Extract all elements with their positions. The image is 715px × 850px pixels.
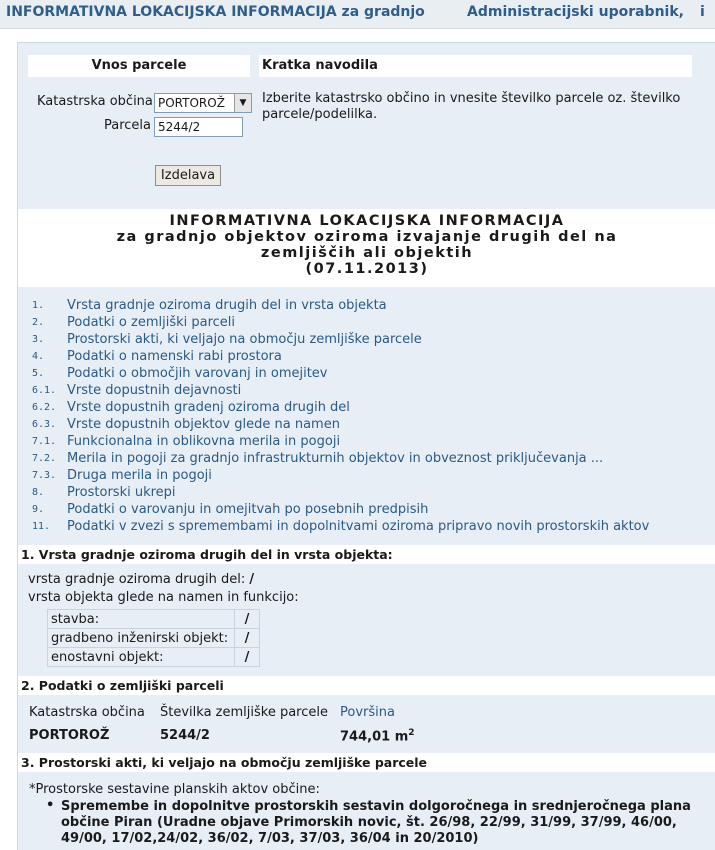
toc-item[interactable] [18, 434, 715, 451]
info-icon[interactable]: i [700, 4, 705, 20]
toc-link[interactable]: Podatki o zemljiški parceli [67, 315, 236, 330]
toc-link[interactable]: Funkcionalna in oblikovna merila in pogoji [67, 434, 341, 449]
help-text: Izberite katastrsko občino in vnesite številko parcele oz. številko parcele/podelilka. [262, 91, 681, 122]
toc-link[interactable]: Druga merila in pogoji [67, 468, 212, 483]
toc-num: 5. [32, 368, 45, 379]
title-line-4: (07.11.2013) [305, 261, 429, 277]
toc-link[interactable]: Podatki v zvezi s spremembami in dopolnitvami oziroma pripravo novih prostorskih aktov [67, 519, 650, 534]
municipality-label: Katastrska občina [37, 94, 153, 109]
col-area: Površina [340, 705, 395, 720]
toc-link[interactable]: Vrsta gradnje oziroma drugih del in vrsta objekta [67, 298, 387, 313]
toc-link[interactable]: Podatki o območjih varovanj in omejitev [67, 366, 328, 381]
title-line-1: INFORMATIVNA LOKACIJSKA INFORMACIJA [169, 213, 565, 229]
area-value: 744,01 m [340, 729, 409, 745]
toc-link[interactable]: Prostorski akti, ki veljajo na območju zemljiške parcele [67, 332, 422, 347]
municipality-cell: PORTOROŽ [29, 728, 110, 743]
toc-item[interactable] [18, 485, 715, 502]
toc-item[interactable] [18, 400, 715, 417]
toc-item[interactable] [18, 383, 715, 400]
app-title: INFORMATIVNA LOKACIJSKA INFORMACIJA za gradnjo [6, 4, 425, 20]
row-value: / [235, 629, 260, 648]
section-2-heading: 2. Podatki o zemljiški parceli [18, 676, 715, 695]
parcel-number-cell: 5244/2 [160, 728, 210, 743]
toc-num: 2. [32, 317, 45, 328]
toc-link[interactable]: Merila in pogoji za gradnjo infrastrukturnih objektov in obveznost priključevanja ... [67, 451, 604, 466]
toc-link[interactable]: Podatki o namenski rabi prostora [67, 349, 282, 364]
toc-item[interactable] [18, 366, 715, 383]
toc-item[interactable] [18, 349, 715, 366]
title-line-2: za gradnjo objektov oziroma izvajanje drugih del na [116, 229, 618, 245]
toc-item[interactable] [18, 519, 715, 536]
top-bar [0, 0, 715, 29]
toc-num: 4. [32, 351, 45, 362]
main-panel [17, 42, 715, 850]
submit-button[interactable]: Izdelava [155, 165, 221, 186]
toc-item[interactable] [18, 332, 715, 349]
toc-link[interactable]: Prostorski ukrepi [67, 485, 176, 500]
work-row [28, 572, 254, 587]
toc-num: 11. [32, 521, 51, 532]
form-heading: Vnos parcele [28, 55, 250, 77]
work-label: vrsta gradnje oziroma drugih del: [28, 572, 246, 587]
toc-num: 6.2. [32, 402, 57, 413]
bullet-icon: • [46, 798, 55, 813]
object-type-table [47, 609, 260, 667]
table-row [48, 629, 260, 648]
toc-item[interactable] [18, 502, 715, 519]
toc-link[interactable]: Vrste dopustnih gradenj oziroma drugih del [67, 400, 350, 415]
object-type-label: vrsta objekta glede na namen in funkcijo: [28, 590, 299, 605]
section-3-heading: 3. Prostorski akti, ki veljajo na območju zemljiške parcele [18, 753, 715, 772]
chevron-down-icon[interactable]: ▼ [234, 94, 251, 112]
toc-num: 7.2. [32, 453, 57, 464]
row-label: enostavni objekt: [48, 648, 235, 667]
municipality-select[interactable] [154, 93, 252, 113]
section-1-heading: 1. Vrsta gradnje oziroma drugih del in vrsta objekta: [18, 545, 715, 564]
toc-num: 6.3. [32, 419, 57, 430]
col-parcel-number: Številka zemljiške parcele [160, 705, 328, 720]
toc-link[interactable]: Podatki o varovanju in omejitvah po posebnih predpisih [67, 502, 429, 517]
toc-num: 6.1. [32, 385, 57, 396]
row-value: / [235, 648, 260, 667]
plan-item: Spremembe in dopolnitve prostorskih sestavin dolgoročnega in srednjeročnega plana občine Piran (Uradne objave Primorskih novic, št. 26/98, 22/99, 31/99, 37/99, 46/00, 49/00, 17/02,24/02, 36/02, 7/03, 37/03, 36/04 in 20/2010) [61, 799, 691, 846]
toc-item[interactable] [18, 451, 715, 468]
toc-num: 7.1. [32, 436, 57, 447]
col-municipality: Katastrska občina [29, 705, 145, 720]
area-cell [340, 728, 415, 744]
user-link[interactable]: Administracijski uporabnik, [467, 4, 684, 20]
toc-num: 8. [32, 487, 45, 498]
toc-item[interactable] [18, 468, 715, 485]
row-value: / [235, 610, 260, 629]
area-unit-exponent: 2 [408, 728, 415, 738]
row-label: gradbeno inženirski objekt: [48, 629, 235, 648]
help-heading: Kratka navodila [259, 55, 692, 77]
toc-item[interactable] [18, 417, 715, 434]
parcel-input[interactable]: 5244/2 [154, 117, 243, 137]
toc-num: 1. [32, 300, 45, 311]
work-value: / [249, 572, 255, 587]
parcel-label: Parcela [104, 118, 152, 133]
municipality-value: PORTOROŽ [158, 96, 225, 110]
table-row [48, 648, 260, 667]
toc-item[interactable] [18, 315, 715, 332]
toc-num: 7.3. [32, 470, 57, 481]
toc-num: 9. [32, 504, 45, 515]
toc-link[interactable]: Vrste dopustnih dejavnosti [67, 383, 242, 398]
row-label: stavba: [48, 610, 235, 629]
plan-note: *Prostorske sestavine planskih aktov občine: [29, 782, 320, 797]
toc-item[interactable] [18, 298, 715, 315]
document-title [18, 209, 715, 287]
toc-num: 3. [32, 334, 45, 345]
table-of-contents [18, 298, 715, 536]
title-line-3: zemljiščih ali objektih [260, 245, 474, 261]
toc-link[interactable]: Vrste dopustnih objektov glede na namen [67, 417, 340, 432]
table-row [48, 610, 260, 629]
